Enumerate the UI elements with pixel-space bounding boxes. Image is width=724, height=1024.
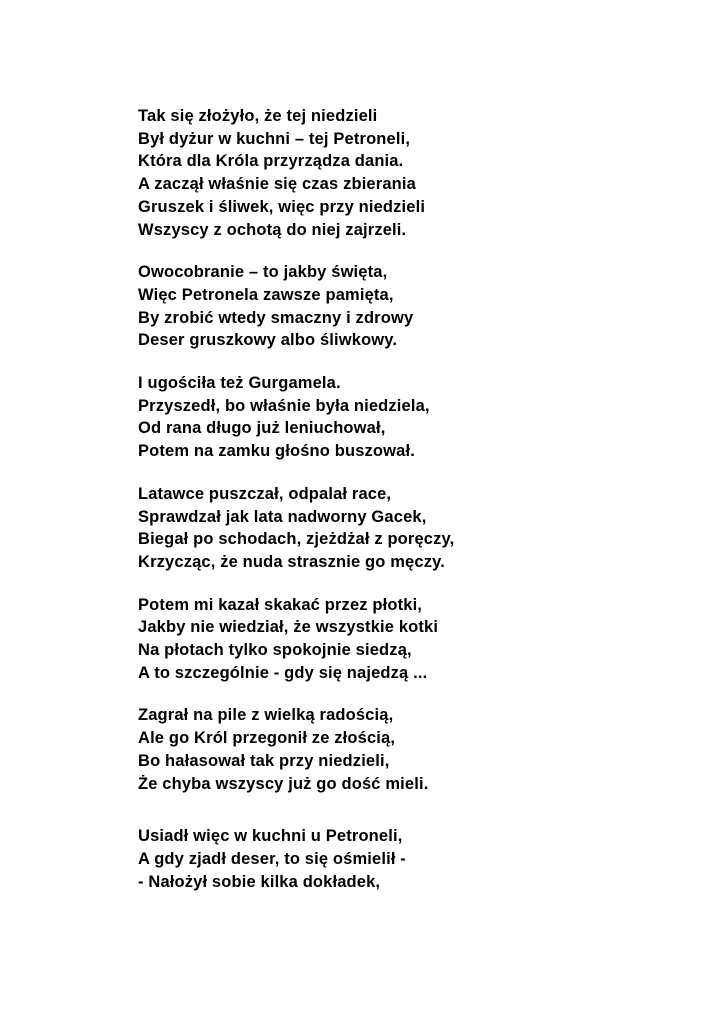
poem-line: Ale go Król przegonił ze złością, — [138, 729, 396, 748]
poem-line: Biegał po schodach, zjeżdżał z poręczy, — [138, 530, 455, 549]
poem-line: Był dyżur w kuchni – tej Petroneli, — [138, 129, 411, 148]
poem-line: Wszyscy z ochotą do niej zajrzeli. — [138, 220, 407, 239]
poem-line: Że chyba wszyscy już go dość mieli. — [138, 774, 429, 793]
poem-line: By zrobić wtedy smaczny i zdrowy — [138, 308, 414, 327]
poem-line: Więc Petronela zawsze pamięta, — [138, 285, 394, 304]
poem-line: I ugościła też Gurgamela. — [138, 374, 341, 393]
stanza-3 — [138, 372, 698, 463]
poem-line: Zagrał na pile z wielką radością, — [138, 706, 394, 725]
stanza-7 — [138, 825, 698, 893]
stanza-6 — [138, 704, 698, 795]
poem-line: Bo hałasował tak przy niedzieli, — [138, 751, 390, 770]
poem-line: A to szczególnie - gdy się najedzą ... — [138, 663, 428, 682]
poem-line: Tak się złożyło, że tej niedzieli — [138, 107, 378, 125]
poem-line: Która dla Króla przyrządza dania. — [138, 152, 404, 171]
stanza-2 — [138, 261, 698, 352]
poem-line: A gdy zjadł deser, to się ośmielił - — [138, 849, 406, 868]
poem-line: Na płotach tylko spokojnie siedzą, — [138, 641, 412, 660]
poem-line: Przyszedł, bo właśnie była niedziela, — [138, 396, 430, 415]
poem-line: Krzycząc, że nuda strasznie go męczy. — [138, 552, 445, 571]
poem-line: Usiadł więc w kuchni u Petroneli, — [138, 827, 403, 846]
stanza-4 — [138, 483, 698, 574]
poem-line: - Nałożył sobie kilka dokładek, — [138, 872, 381, 891]
poem-page — [138, 105, 698, 913]
poem-line: Jakby nie wiedział, że wszystkie kotki — [138, 618, 439, 637]
poem-line: Gruszek i śliwek, więc przy niedzieli — [138, 197, 426, 216]
poem-line: A zaczął właśnie się czas zbierania — [138, 175, 416, 194]
stanza-5 — [138, 594, 698, 685]
poem-line: Latawce puszczał, odpalał race, — [138, 484, 392, 503]
stanza-1 — [138, 105, 698, 241]
poem-line: Od rana długo już leniuchował, — [138, 419, 386, 438]
poem-line: Deser gruszkowy albo śliwkowy. — [138, 331, 398, 350]
poem-line: Potem na zamku głośno buszował. — [138, 442, 415, 461]
poem-line: Potem mi kazał skakać przez płotki, — [138, 595, 423, 614]
poem-line: Owocobranie – to jakby święta, — [138, 263, 388, 282]
poem-line: Sprawdzał jak lata nadworny Gacek, — [138, 507, 427, 526]
